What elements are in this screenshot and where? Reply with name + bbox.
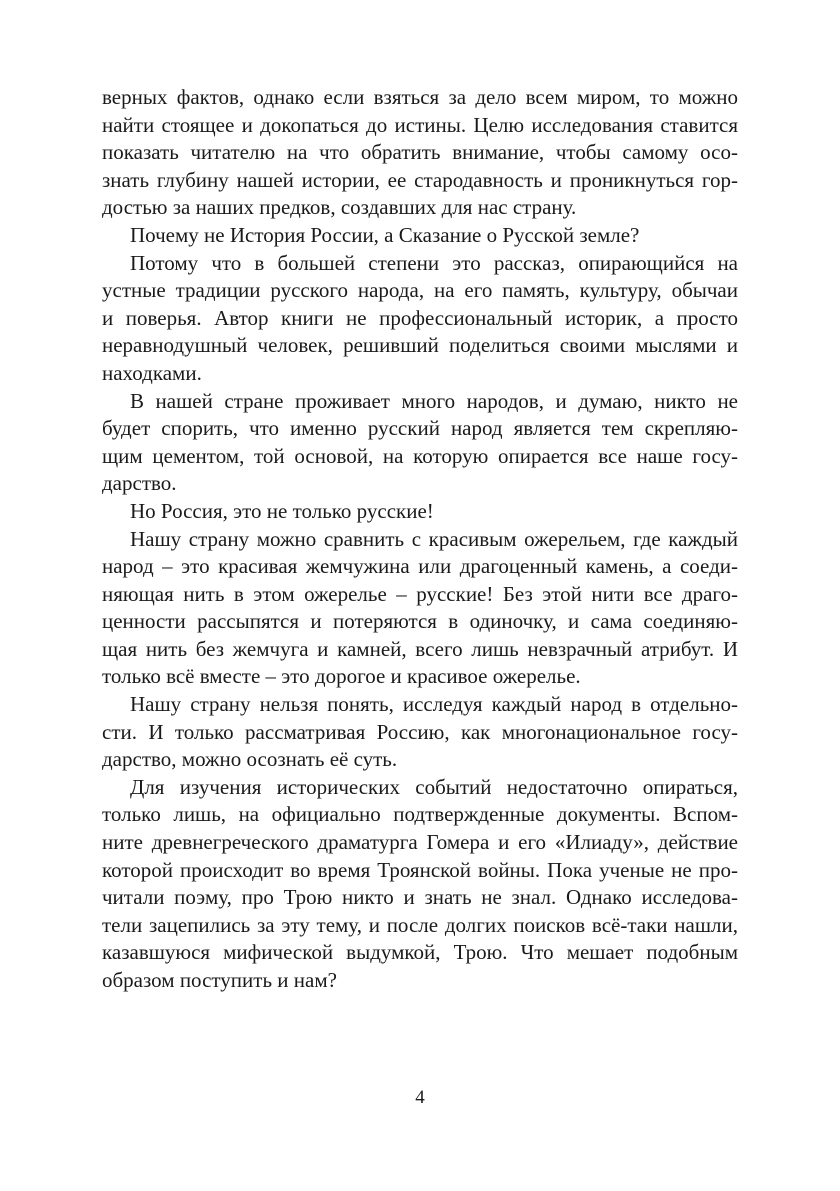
- text-line: В нашей стране проживает много народов, и думаю, никто не: [130, 388, 738, 413]
- text-line: только лишь, на официально подтвержденные документы. Вспом-: [102, 802, 738, 827]
- text-line: образом поступить и нам?: [102, 968, 337, 992]
- text-line: ните древнегреческого драматурга Гомера и его «Илиаду», действие: [102, 830, 738, 855]
- text-line: достью за наших предков, создавших для нас страну.: [102, 195, 577, 220]
- text-line: Для изучения исторических событий недостаточно опираться,: [130, 774, 738, 799]
- text-line: верных фактов, однако если взяться за дело всем миром, то можно: [102, 85, 738, 109]
- text-line: которой происходит во время Троянской войны. Пока ученые не про-: [102, 857, 738, 882]
- text-line: знать глубину нашей истории, ее стародавность и проникнуться гор-: [102, 167, 738, 192]
- paragraph-3: [102, 250, 738, 388]
- text-line: няющая нить в этом ожерелье – русские! Без этой нити все драго-: [102, 581, 738, 606]
- paragraph-8: [102, 774, 738, 995]
- text-line: дарство, можно осознать её суть.: [102, 747, 398, 772]
- text-line: Почему не История России, а Сказание о Русской земле?: [130, 222, 640, 247]
- text-line: показать читателю на что обратить внимание, чтобы самому осо-: [102, 140, 738, 165]
- text-line: ценности рассыпятся и потеряются в одиночку, и сама соединяю-: [102, 609, 738, 634]
- text-line: читали поэму, про Трою никто и знать не знал. Однако исследова-: [102, 885, 738, 910]
- paragraph-2: [102, 222, 738, 250]
- text-line: народ – это красивая жемчужина или драгоценный камень, а соеди-: [102, 554, 738, 579]
- text-line: тели зацепились за эту тему, и после долгих поисков всё-таки нашли,: [102, 912, 738, 937]
- text-line: неравнодушный человек, решивший поделиться своими мыслями и: [102, 333, 738, 358]
- paragraph-4: [102, 388, 738, 498]
- paragraph-7: [102, 691, 738, 774]
- text-line: сти. И только рассматривая Россию, как многонациональное госу-: [102, 719, 738, 744]
- paragraph-5: [102, 498, 738, 526]
- text-line: казавшуюся мифической выдумкой, Трою. Что мешает подобным: [102, 940, 738, 965]
- page-body: [102, 84, 738, 995]
- text-line: дарство.: [102, 471, 177, 496]
- paragraph-6: [102, 526, 738, 692]
- text-line: Но Россия, это не только русские!: [130, 498, 434, 523]
- text-line: щим цементом, той основой, на которую опирается все наше госу-: [102, 443, 738, 468]
- text-line: находками.: [102, 360, 202, 385]
- text-line: будет спорить, что именно русский народ является тем скрепляю-: [102, 416, 738, 441]
- paragraph-1: [102, 84, 738, 222]
- text-line: Нашу страну нельзя понять, исследуя каждый народ в отдельно-: [130, 692, 738, 717]
- text-line: только всё вместе – это дорогое и красивое ожерелье.: [102, 664, 581, 689]
- page-number: 4: [415, 1087, 425, 1108]
- text-line: устные традиции русского народа, на его память, культуру, обычаи: [102, 278, 738, 303]
- text-line: и поверья. Автор книги не профессиональный историк, а просто: [102, 305, 738, 330]
- text-line: найти стоящее и докопаться до истины. Целю исследования ставится: [102, 112, 738, 137]
- text-line: Нашу страну можно сравнить с красивым ожерельем, где каждый: [130, 526, 738, 551]
- text-line: щая нить без жемчуга и камней, всего лишь невзрачный атрибут. И: [102, 636, 738, 661]
- text-line: Потому что в большей степени это рассказ, опирающийся на: [130, 250, 738, 275]
